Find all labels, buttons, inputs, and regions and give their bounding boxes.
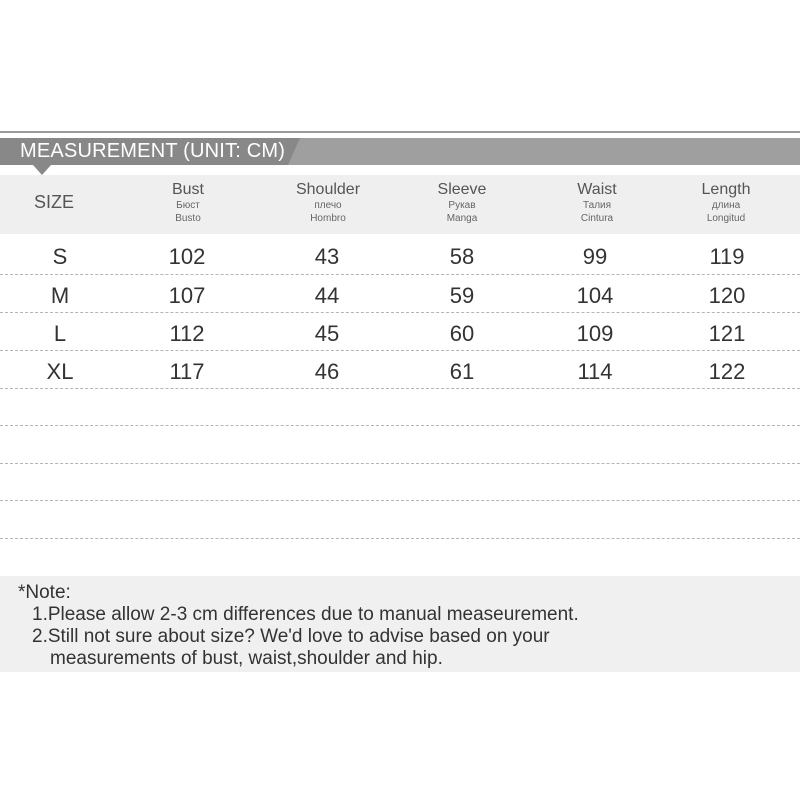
shoulder-cell: 46: [314, 359, 340, 384]
note-item-continuation: measurements of bust, waist,shoulder and hip.: [50, 648, 443, 669]
bust-cell: 112: [169, 321, 205, 346]
table-row: [0, 313, 800, 351]
table-header: [0, 175, 800, 234]
bust-cell: 102: [168, 244, 206, 269]
page-title: MEASUREMENT (UNIT: CM): [20, 140, 286, 162]
note-heading: *Note:: [18, 582, 71, 603]
waist-cell: 109: [576, 321, 614, 346]
waist-column-header: [547, 181, 647, 225]
sleeve-column-header: [412, 181, 512, 225]
length-column-header: [676, 181, 776, 225]
title-bar: [0, 138, 800, 165]
length-label: Length: [701, 181, 751, 198]
table-row: [0, 236, 800, 274]
size-cell: XL: [46, 359, 74, 384]
row-divider: [0, 538, 800, 539]
waist-label: Waist: [577, 181, 617, 198]
empty-table-row: [0, 501, 800, 538]
bust-column-header: [138, 181, 238, 225]
shoulder-column-header: [278, 181, 378, 225]
shoulder-cell: 45: [314, 321, 340, 346]
waist-label-es: Cintura: [580, 213, 614, 224]
length-cell: 120: [708, 283, 746, 308]
length-label-es: Longitud: [706, 213, 746, 224]
waist-cell: 104: [576, 283, 614, 308]
waist-cell: 99: [582, 244, 608, 269]
empty-table-row: [0, 464, 800, 501]
waist-cell: 114: [577, 359, 613, 384]
bust-cell: 107: [168, 283, 206, 308]
empty-table-row: [0, 426, 800, 463]
shoulder-label-es: Hombro: [310, 213, 346, 224]
shoulder-cell: 43: [314, 244, 340, 269]
sleeve-label-ru: Рукав: [448, 200, 476, 211]
length-cell: 119: [709, 244, 745, 269]
table-row: [0, 275, 800, 313]
bust-label-es: Busto: [175, 213, 201, 224]
size-column-header: SIZE: [34, 192, 75, 212]
length-cell: 122: [708, 359, 746, 384]
sleeve-cell: 58: [449, 244, 475, 269]
length-cell: 121: [708, 321, 746, 346]
bust-cell: 117: [169, 359, 205, 384]
size-cell: M: [50, 283, 70, 308]
size-cell: S: [52, 244, 68, 269]
title-pointer-icon: [33, 165, 51, 175]
empty-table-row: [0, 389, 800, 426]
sleeve-cell: 61: [449, 359, 475, 384]
shoulder-label-ru: плечо: [314, 200, 342, 211]
shoulder-cell: 44: [314, 283, 340, 308]
note-box: [0, 576, 800, 672]
table-row: [0, 351, 800, 389]
sleeve-label-es: Manga: [446, 213, 478, 224]
note-item: 2.Still not sure about size? We'd love to advise based on your: [32, 626, 550, 647]
sleeve-cell: 59: [449, 283, 475, 308]
sleeve-label: Sleeve: [437, 181, 487, 198]
top-divider: [0, 131, 800, 133]
length-label-ru: длина: [711, 200, 741, 211]
size-cell: L: [53, 321, 67, 346]
sleeve-cell: 60: [449, 321, 475, 346]
shoulder-label: Shoulder: [295, 181, 361, 198]
note-item: 1.Please allow 2-3 cm differences due to manual measeurement.: [32, 604, 579, 625]
bust-label-ru: Бюст: [176, 200, 200, 211]
bust-label: Bust: [171, 181, 204, 198]
waist-label-ru: Талия: [582, 200, 612, 211]
